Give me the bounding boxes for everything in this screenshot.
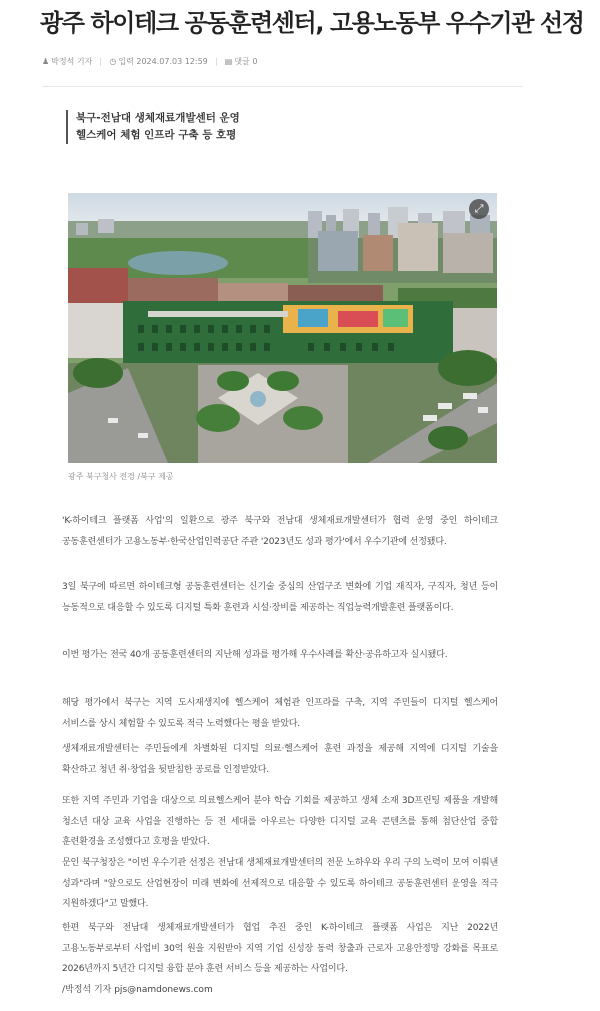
publish-date: 2024.07.03 12:59 bbox=[136, 57, 208, 66]
article-paragraph-2: 3일 북구에 따르면 하이테크형 공동훈련센터는 신기술 중심의 산업구조 변화에 기업 재직자, 구직자, 청년 등이 능동적으로 대응할 수 있도록 디지털 특화 훈련과 시설·장비를 제공하는 직업능력개발훈련 플랫폼이다. bbox=[62, 582, 498, 613]
byline: /박정석 기자 pjs@namdonews.com bbox=[62, 985, 213, 995]
article-paragraph-1: 'K-하이테크 플랫폼 사업'의 일환으로 광주 북구와 전남대 생체재료개발센터가 협력 운영 중인 하이테크 공동훈련센터가 고용노동부·한국산업인력공단 주관 '2023년도 성과 평가'에서 우수기관에 선정됐다. bbox=[62, 516, 498, 547]
comments-link[interactable] bbox=[234, 56, 257, 67]
article-paragraph-3: 이번 평가는 전국 40개 공동훈련센터의 지난해 성과를 평가해 우수사례를 확산·공유하고자 실시됐다. bbox=[62, 650, 448, 660]
meta-divider bbox=[100, 58, 101, 66]
article-paragraph-5: 생체재료개발센터는 주민들에게 차별화된 디지털 의료·헬스케어 훈련 과정을 제공해 지역에 디지털 기술을 확산하고 청년 취·창업을 뒷받침한 공로를 인정받았다. bbox=[62, 744, 498, 775]
aerial-city-photo bbox=[68, 193, 497, 463]
comments-label: 댓글 bbox=[234, 57, 250, 66]
meta-divider bbox=[216, 58, 217, 66]
article-paragraph-6: 또한 지역 주민과 기업을 대상으로 의료헬스케어 분야 학습 기회를 제공하고 생체 소재 3D프린팅 제품을 개발해 청소년 대상 교육 사업을 진행하는 등 전 세대를 아우르는 다양한 디지털 교육 콘텐츠를 통해 첨단산업 중합 훈련환경을 조성했다고 호평을 받았다. bbox=[62, 796, 498, 847]
reporter-name[interactable]: 박정석 기자 bbox=[51, 57, 93, 66]
expand-icon[interactable]: ⤢ bbox=[469, 199, 489, 219]
meta-divider-line bbox=[42, 86, 522, 87]
article-paragraph-7: 문인 북구청장은 "이번 우수기관 선정은 전남대 생체재료개발센터의 전문 노하우와 우리 구의 노력이 모여 이뤄낸 성과"라며 "앞으로도 산업현장이 미래 변화에 선제적으로 대응할 수 있도록 하이테크 공동훈련센터 운영을 적극 지원하겠다"고 말했다. bbox=[62, 858, 498, 909]
article-paragraph-4: 해당 평가에서 북구는 지역 도시재생지에 헬스케어 체험관 인프라를 구축, 지역 주민들이 디지털 헬스케어 서비스를 상시 체험할 수 있도록 적극 노력했다는 평을 받았다. bbox=[62, 698, 498, 729]
photo-caption: 광주 북구청사 전경 /북구 제공 bbox=[68, 472, 174, 481]
subheadline-line-1: 북구-전남대 생체재료개발센터 운영 bbox=[76, 112, 240, 124]
subheadline bbox=[66, 110, 240, 144]
subheadline-line-2: 헬스케어 체험 인프라 구축 등 호평 bbox=[76, 129, 237, 141]
article-title: 광주 하이테크 공동훈련센터, 고용노동부 우수기관 선정 bbox=[40, 9, 584, 37]
article-paragraph-8: 한편 북구와 전남대 생체재료개발센터가 협업 추진 중인 K-하이테크 플랫폼 사업은 지난 2022년 고용노동부로부터 사업비 30억 원을 지원받아 지역 기업 신성장 동력 창출과 근로자 고용안정망 강화를 목표로 2026년까지 5년간 디지털 융합 분야 훈련 서비스 등을 제공하는 사업이다. bbox=[62, 923, 498, 974]
article-photo[interactable] bbox=[68, 193, 497, 463]
comments-count: 0 bbox=[252, 57, 258, 66]
date-label: 입력 bbox=[118, 57, 134, 66]
comment-icon: ▤ bbox=[224, 57, 233, 66]
clock-icon: ◷ bbox=[109, 57, 117, 66]
user-icon: ♟ bbox=[42, 57, 50, 66]
article-meta bbox=[42, 56, 257, 67]
